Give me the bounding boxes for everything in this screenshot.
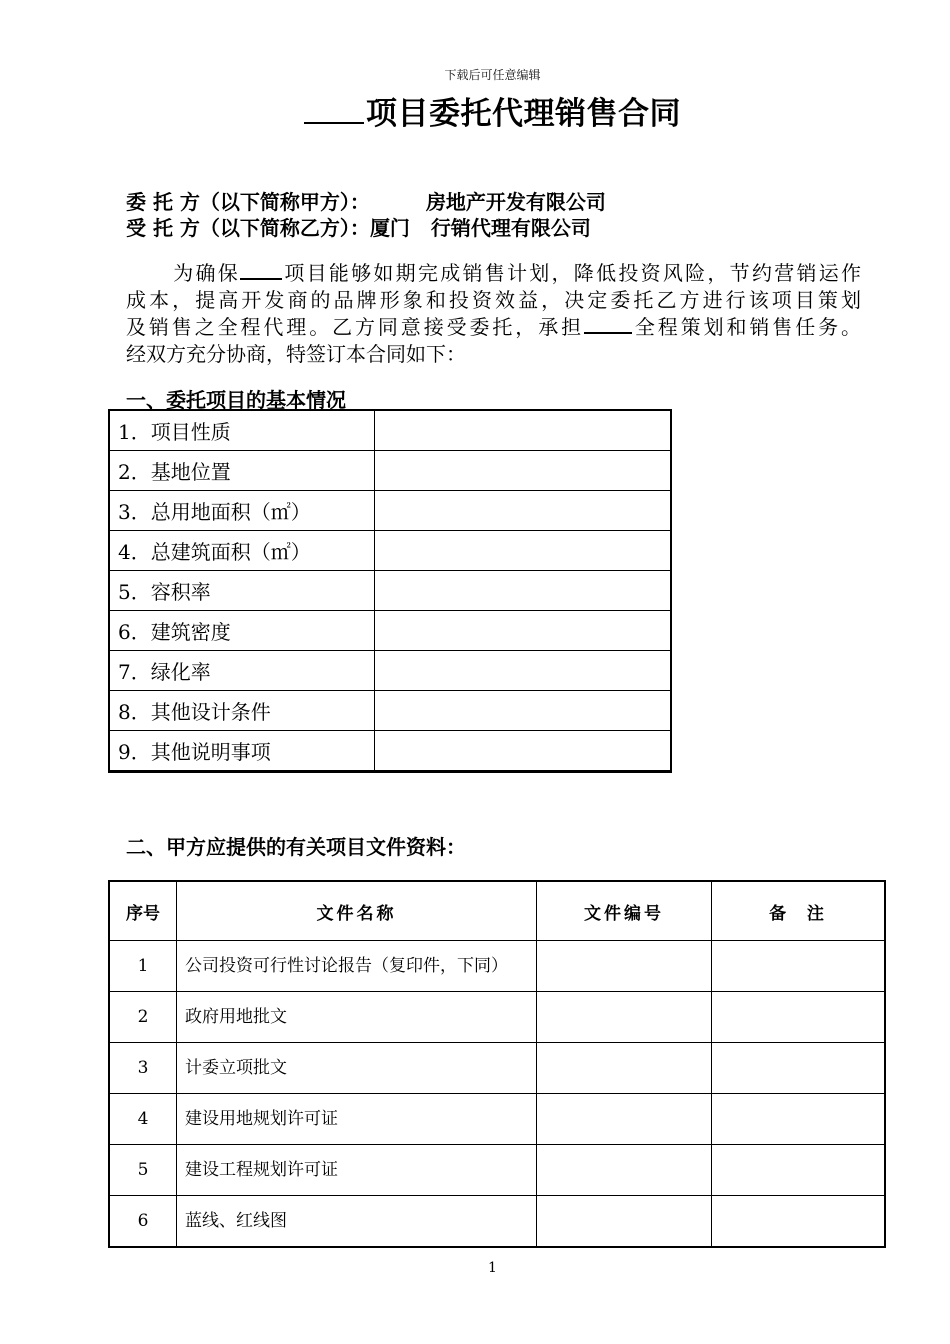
row-num: 2	[109, 992, 177, 1043]
party-a	[126, 186, 606, 215]
intro-paragraph	[126, 260, 861, 368]
row-file-code[interactable]	[537, 1196, 712, 1248]
row-file-code[interactable]	[537, 992, 712, 1043]
table-row	[109, 571, 671, 611]
table-row	[109, 1043, 885, 1094]
table-row	[109, 941, 885, 992]
title-text: 项目委托代理销售合同	[366, 96, 681, 132]
table-row	[109, 651, 671, 691]
row-file-name: 建设用地规划许可证	[177, 1094, 537, 1145]
row-file-code[interactable]	[537, 1145, 712, 1196]
document-title	[0, 88, 950, 133]
page-number: 1	[488, 1260, 497, 1276]
table-row	[109, 491, 671, 531]
row-file-code[interactable]	[537, 941, 712, 992]
row-label: 3．总用地面积（㎡）	[109, 491, 375, 531]
row-value[interactable]	[375, 651, 672, 691]
table-row	[109, 1094, 885, 1145]
table-row	[109, 531, 671, 571]
intro-line-3	[126, 314, 861, 341]
row-value[interactable]	[375, 571, 672, 611]
header-note: 下载后可任意编辑	[444, 68, 541, 82]
row-num: 3	[109, 1043, 177, 1094]
header-file-code: 文件编号	[537, 881, 712, 941]
row-num: 4	[109, 1094, 177, 1145]
title-blank	[304, 92, 364, 124]
row-value[interactable]	[375, 531, 672, 571]
row-label: 7．绿化率	[109, 651, 375, 691]
intro-line-2: 成本，提高开发商的品牌形象和投资效益，决定委托乙方进行该项目策划	[126, 288, 861, 312]
row-num: 5	[109, 1145, 177, 1196]
intro-text: 及销售之全程代理。乙方同意接受委托，承担	[126, 315, 584, 339]
table-row	[109, 451, 671, 491]
header-remarks: 备 注	[712, 881, 886, 941]
row-label: 4．总建筑面积（㎡）	[109, 531, 375, 571]
party-b-label: 受 托 方（以下简称乙方）：	[126, 216, 370, 240]
intro-blank-1	[240, 260, 282, 280]
party-b	[126, 212, 591, 241]
row-value[interactable]	[375, 731, 672, 772]
party-a-label: 委 托 方（以下简称甲方）：	[126, 190, 370, 214]
project-info-table	[108, 409, 672, 773]
row-value[interactable]	[375, 410, 672, 451]
row-file-code[interactable]	[537, 1094, 712, 1145]
row-file-name: 蓝线、红线图	[177, 1196, 537, 1248]
row-label: 1．项目性质	[109, 410, 375, 451]
documents-table	[108, 880, 886, 1248]
table-row	[109, 611, 671, 651]
row-remarks[interactable]	[712, 941, 886, 992]
table-header-row	[109, 881, 885, 941]
row-num: 1	[109, 941, 177, 992]
section1-title: 一、委托项目的基本情况	[126, 388, 346, 412]
intro-line-1	[126, 260, 861, 287]
row-file-code[interactable]	[537, 1043, 712, 1094]
table-row	[109, 1196, 885, 1248]
section2-title: 二、甲方应提供的有关项目文件资料：	[126, 835, 466, 859]
row-remarks[interactable]	[712, 992, 886, 1043]
intro-text: 全程策划和销售任务。	[632, 315, 861, 339]
row-remarks[interactable]	[712, 1094, 886, 1145]
row-remarks[interactable]	[712, 1145, 886, 1196]
row-value[interactable]	[375, 691, 672, 731]
row-label: 8．其他设计条件	[109, 691, 375, 731]
row-label: 6．建筑密度	[109, 611, 375, 651]
intro-text: 项目能够如期完成销售计划，降低投资风险，节约营销运作	[282, 261, 862, 285]
table-row	[109, 1145, 885, 1196]
table-row	[109, 731, 671, 772]
row-value[interactable]	[375, 451, 672, 491]
table-row	[109, 691, 671, 731]
intro-text: 为确保	[171, 261, 241, 285]
row-value[interactable]	[375, 611, 672, 651]
row-file-name: 建设工程规划许可证	[177, 1145, 537, 1196]
row-file-name: 政府用地批文	[177, 992, 537, 1043]
intro-line-4: 经双方充分协商，特签订本合同如下：	[126, 342, 466, 366]
row-label: 2．基地位置	[109, 451, 375, 491]
row-num: 6	[109, 1196, 177, 1248]
party-b-name: 厦门 行销代理有限公司	[369, 216, 591, 240]
row-file-name: 公司投资可行性讨论报告（复印件，下同）	[177, 941, 537, 992]
row-label: 5．容积率	[109, 571, 375, 611]
row-remarks[interactable]	[712, 1043, 886, 1094]
table-row	[109, 410, 671, 451]
party-a-name: 房地产开发有限公司	[425, 190, 606, 214]
intro-blank-2	[584, 314, 632, 334]
row-label: 9．其他说明事项	[109, 731, 375, 772]
table-row	[109, 992, 885, 1043]
row-value[interactable]	[375, 491, 672, 531]
row-remarks[interactable]	[712, 1196, 886, 1248]
header-seq: 序号	[109, 881, 177, 941]
row-file-name: 计委立项批文	[177, 1043, 537, 1094]
header-file-name: 文件名称	[177, 881, 537, 941]
